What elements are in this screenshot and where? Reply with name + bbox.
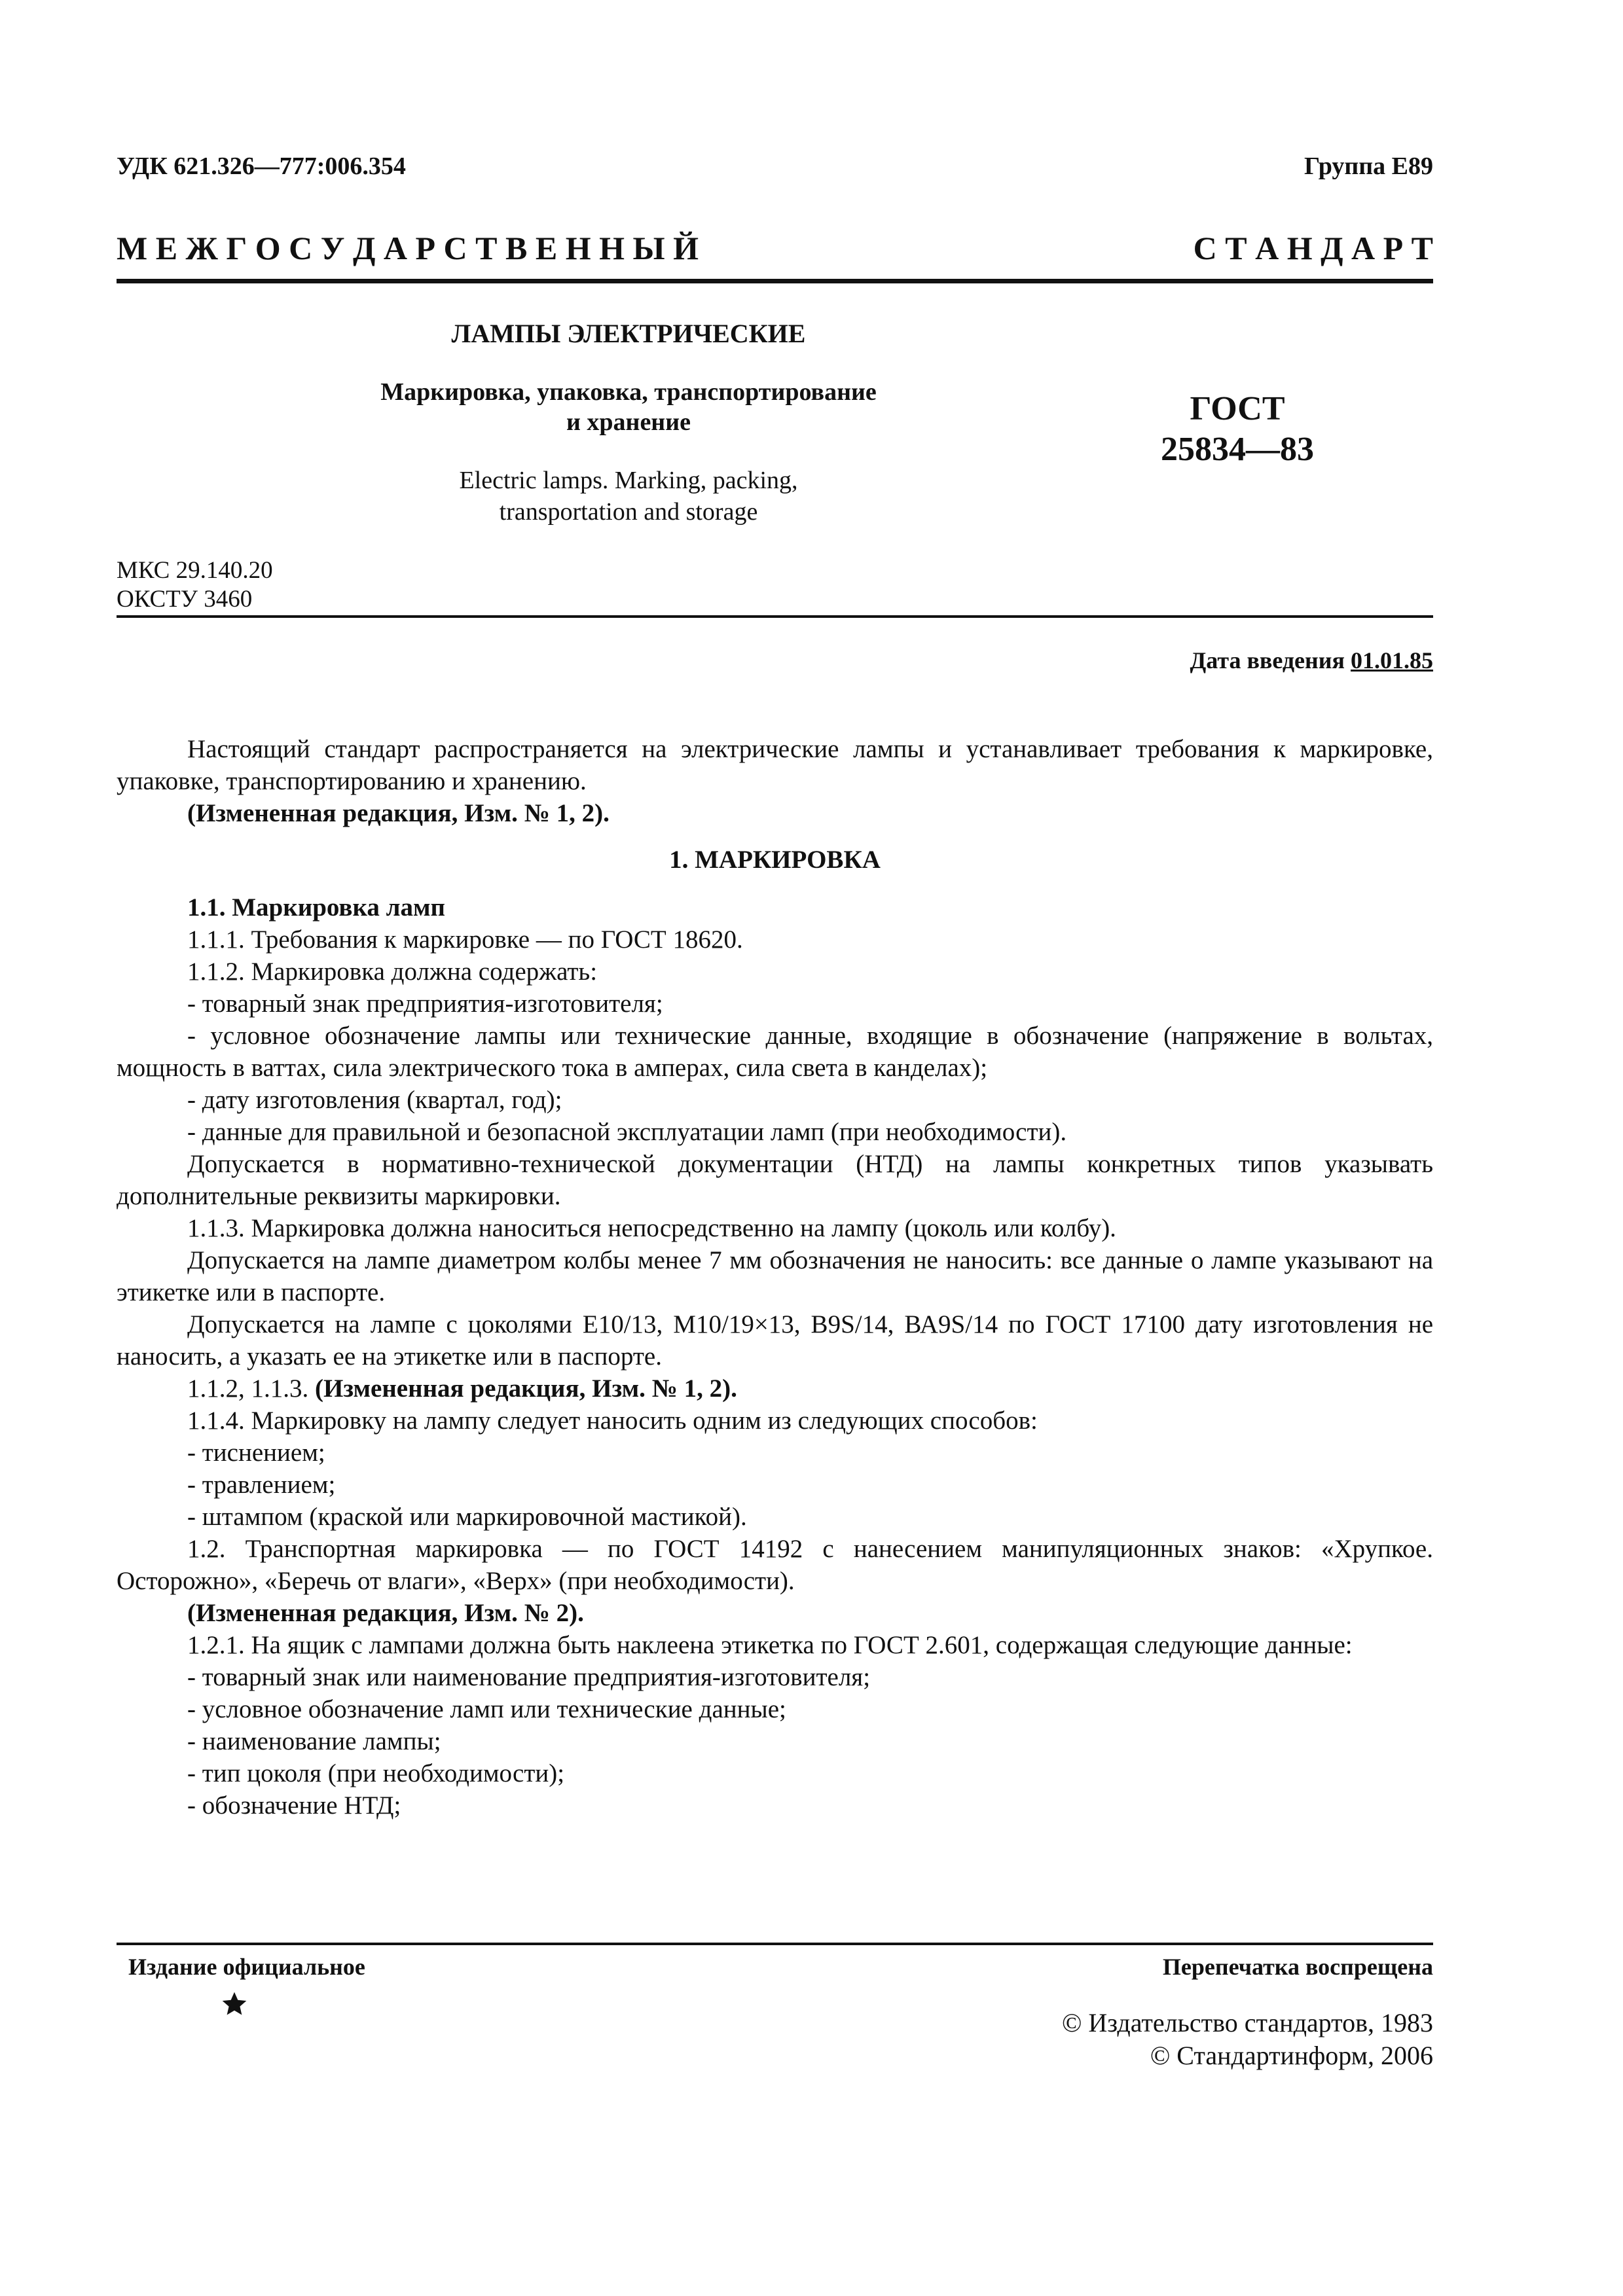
list-item: - обозначение НТД; [187,1791,401,1820]
clauses-amendment-note [117,1372,1433,1405]
clause-1-2: 1.2. Транспортная маркировка — по ГОСТ 14192 с нанесением манипуляционных знаков: «Хрупкое. Осторожно», «Беречь от влаги», «Верх» (при необходимости). [117,1535,1433,1595]
section-1-title: 1. МАРКИРОВКА [669,846,881,874]
footer-rule [117,1943,1433,1945]
intro-date-label: Дата введения [1190,647,1345,673]
copyright-block [1062,2007,1433,2072]
scope-paragraph: Настоящий стандарт распространяется на электрические лампы и устанавливает требования к маркировке, упаковке, транспортированию и хранению. [117,735,1433,795]
clause-1-1-1: 1.1.1. Требования к маркировке — по ГОСТ 18620. [187,925,743,954]
intro-date-value: 01.01.85 [1351,647,1433,673]
english-title [373,465,884,528]
clause-1-2-1: 1.2.1. На ящик с лампами должна быть наклеена этикетка по ГОСТ 2.601, содержащая следующие данные: [187,1631,1353,1659]
reprint-prohibited-label: Перепечатка воспрещена [1162,1954,1433,1980]
official-edition-label: Издание официальное [128,1954,365,1980]
clause-1-1-3: 1.1.3. Маркировка должна наноситься непосредственно на лампу (цоколь или колбу). [187,1214,1116,1242]
mks-code: МКС 29.140.20 [117,557,273,584]
header-rule [117,279,1433,283]
list-item: - тип цоколя (при необходимости); [187,1759,565,1787]
copyright-line-2: © Стандартинформ, 2006 [1150,2041,1433,2070]
list-item: - товарный знак или наименование предприятия-изготовителя; [187,1663,871,1691]
english-title-line-2: transportation and storage [499,498,758,526]
clause-1-1-2: 1.1.2. Маркировка должна содержать: [187,958,598,986]
group-code: Группа Е89 [1304,152,1433,180]
interstate-standard-banner [117,229,1433,267]
english-title-line-1: Electric lamps. Marking, packing, [459,467,798,494]
title-rule [117,615,1433,618]
gost-label: ГОСТ [1190,390,1285,427]
document-subtitle [308,377,949,437]
clause-1-1-title: 1.1. Маркировка ламп [187,893,446,922]
lamp-caps-paragraph: Допускается на лампе с цоколями Е10/13, М10/19×13, B9S/14, ВА9S/14 по ГОСТ 17100 дату изготовления не наносить, а указать ее на этикетке или в паспорте. [117,1310,1433,1371]
subtitle-line-2: и хранение [566,408,691,436]
clause-1-1-4: 1.1.4. Маркировку на лампу следует наносить одним из следующих способов: [187,1407,1038,1435]
list-item: - травлением; [187,1471,336,1499]
subtitle-line-1: Маркировка, упаковка, транспортирование [380,378,877,406]
list-item: - наименование лампы; [187,1727,441,1755]
list-item: - штампом (краской или маркировочной мастикой). [187,1503,747,1531]
list-item: - товарный знак предприятия-изготовителя; [187,990,663,1018]
introduction-date [1190,647,1434,674]
banner-word-1: М Е Ж Г О С У Д А Р С Т В Е Н Н Ы Й [117,230,699,266]
list-item: - условное обозначение ламп или технические данные; [187,1695,786,1723]
okstu-code: ОКСТУ 3460 [117,586,253,613]
gost-code: 25834—83 [1161,431,1314,468]
gost-number [1100,389,1375,470]
bulb-diameter-paragraph: Допускается на лампе диаметром колбы менее 7 мм обозначения не наносить: все данные о лампе указывают на этикетке или в паспорте. [117,1246,1433,1306]
amendment-note-text: (Измененная редакция, Изм. № 1, 2). [315,1374,737,1403]
star-icon [220,1990,249,2018]
classification-codes [117,556,273,614]
clause-1-2-amendment-note: (Измененная редакция, Изм. № 2). [187,1599,584,1627]
list-item: - дату изготовления (квартал, год); [187,1086,562,1114]
list-item: - тиснением; [187,1439,325,1467]
list-item: - условное обозначение лампы или технические данные, входящие в обозначение (напряжение в вольтах, мощность в ваттах, сила электрического тока в амперах, сила света в канделах); [117,1022,1433,1082]
banner-word-2: С Т А Н Д А Р Т [1193,230,1433,266]
list-item: - данные для правильной и безопасной эксплуатации ламп (при необходимости). [187,1118,1067,1146]
copyright-line-1: © Издательство стандартов, 1983 [1061,2008,1433,2037]
scope-amendment-note: (Измененная редакция, Изм. № 1, 2). [187,799,610,827]
udk-code: УДК 621.326—777:006.354 [117,152,406,180]
ntd-paragraph: Допускается в нормативно-технической документации (НТД) на лампы конкретных типов указывать дополнительные реквизиты маркировки. [117,1150,1433,1210]
document-body [117,733,1433,1821]
document-title: ЛАМПЫ ЭЛЕКТРИЧЕСКИЕ [451,319,806,348]
amendment-note-prefix: 1.1.2, 1.1.3. [187,1374,315,1403]
